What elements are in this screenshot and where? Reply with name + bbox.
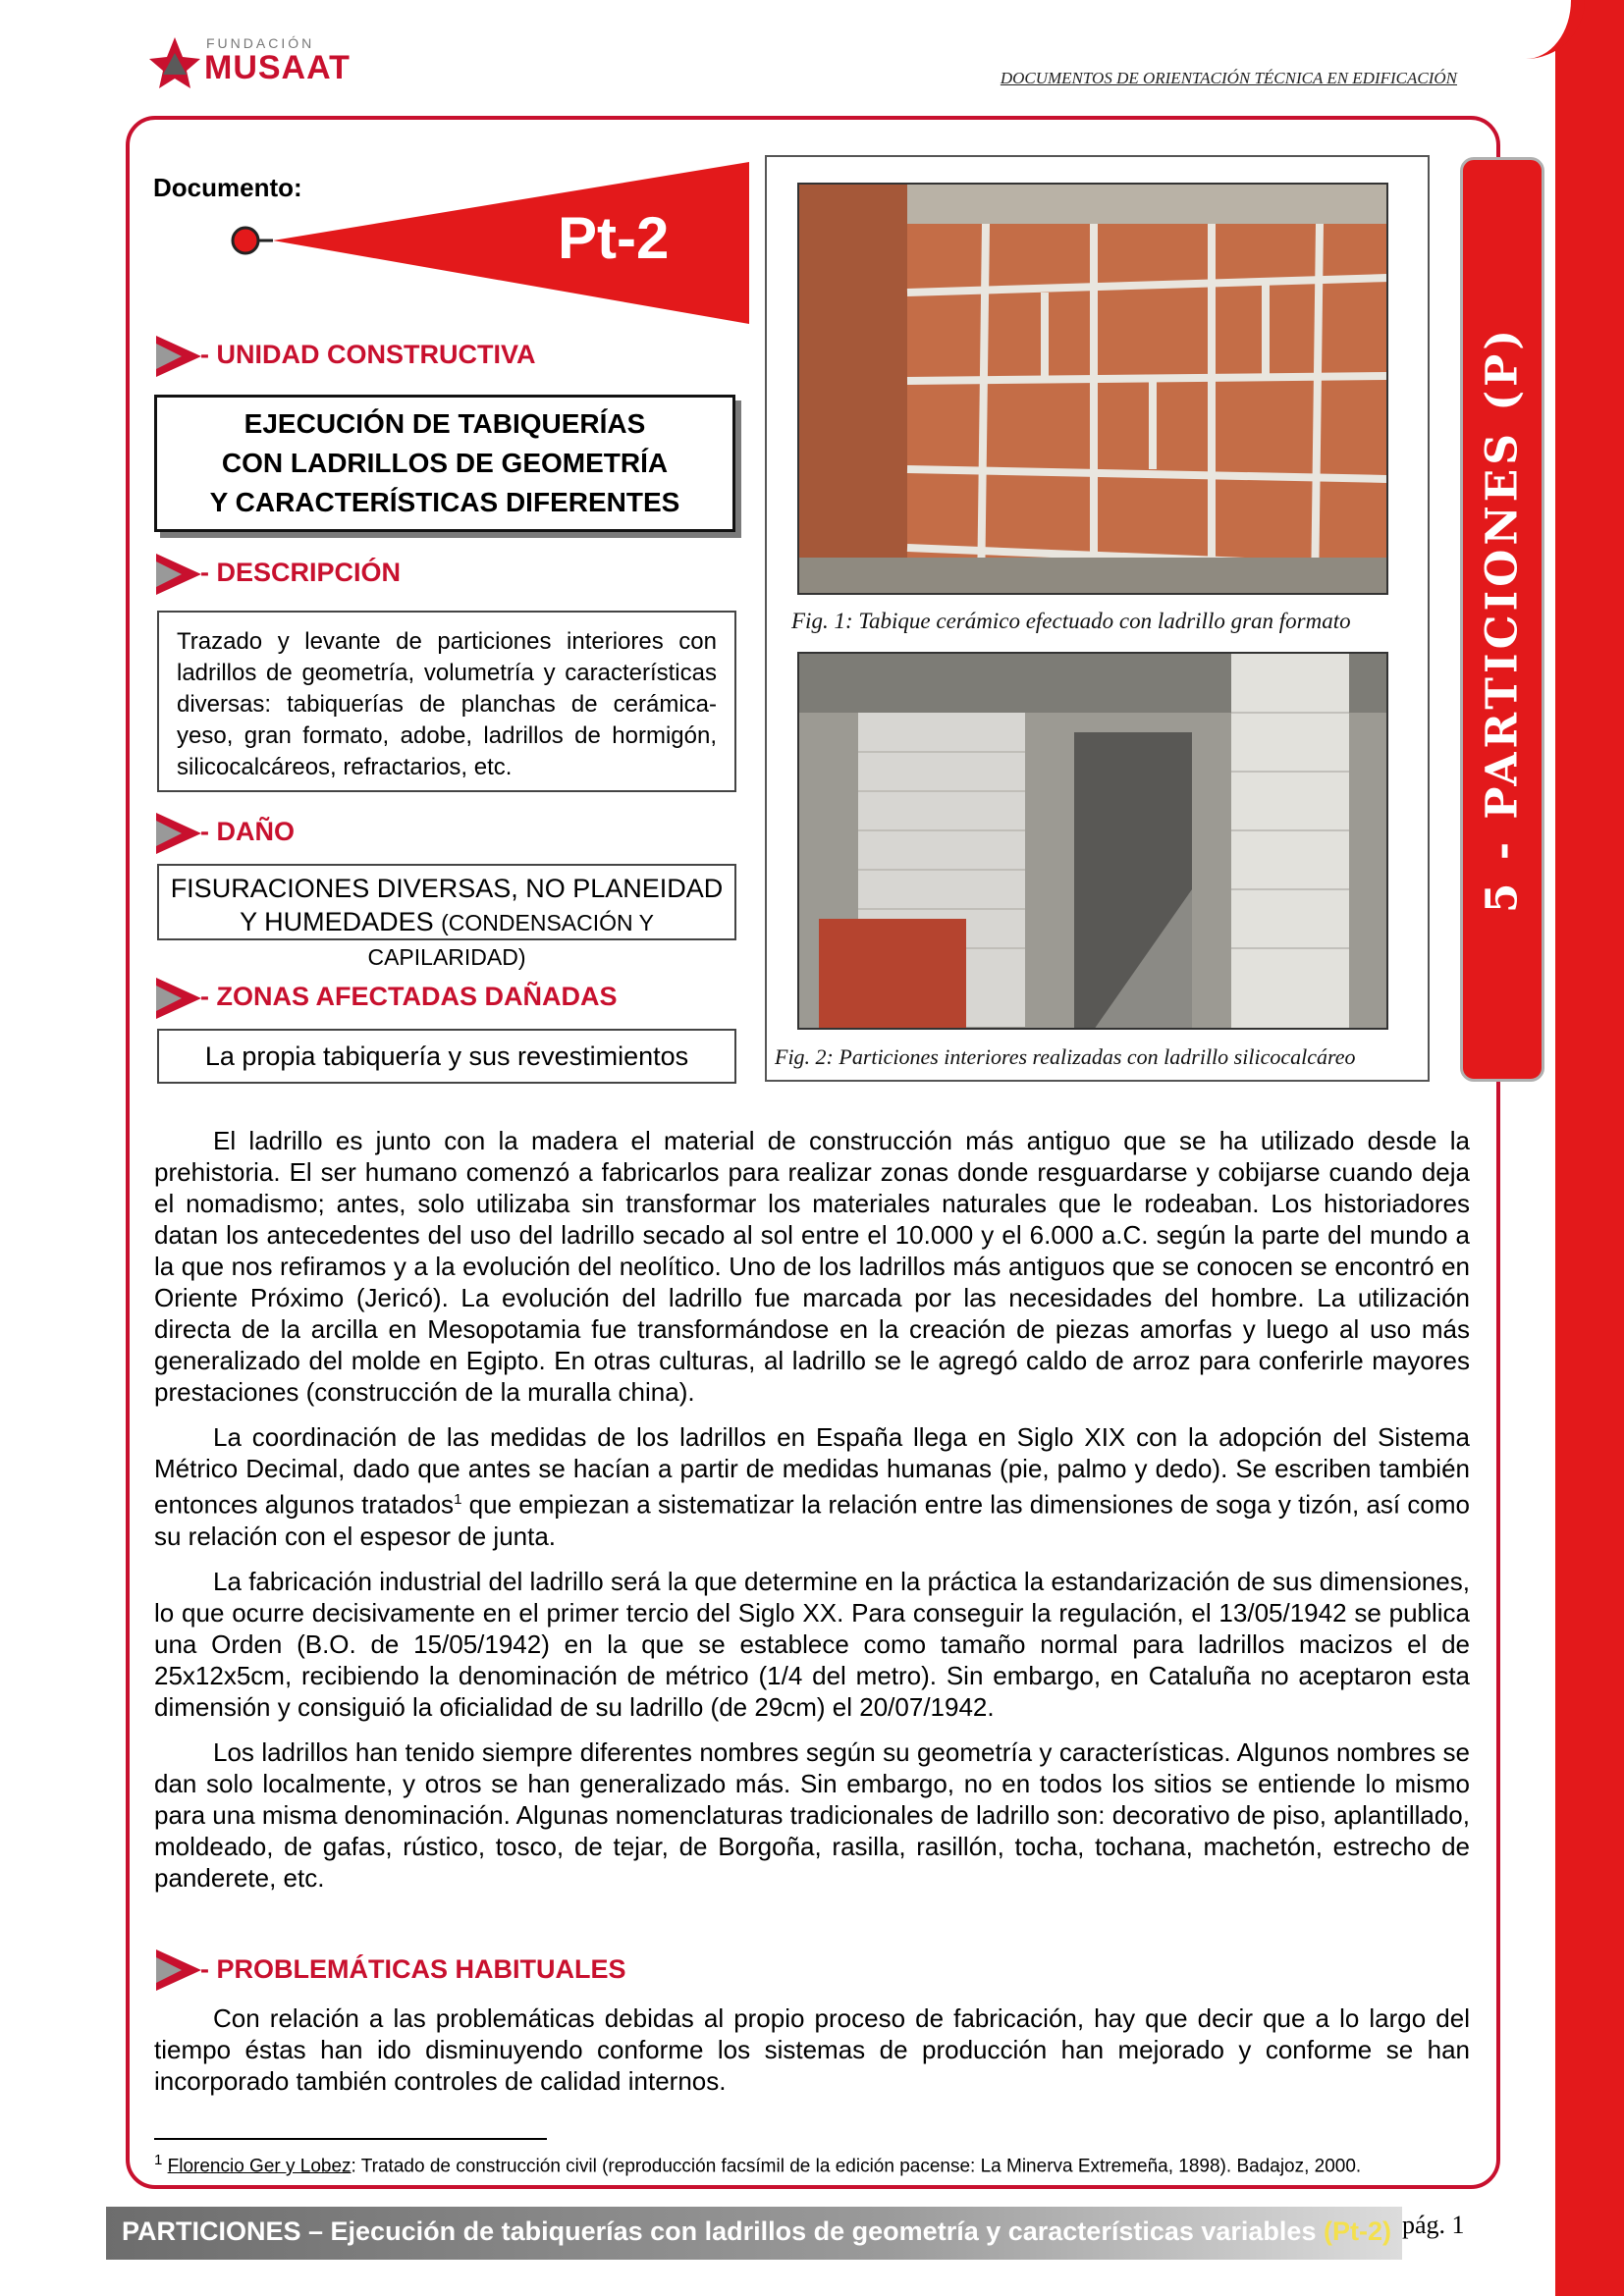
section-arrow-icon [154, 811, 203, 856]
figure-1-caption: Fig. 1: Tabique cerámico efectuado con ladrillo gran formato [791, 609, 1351, 633]
section-title-problematicas: - PROBLEMÁTICAS HABITUALES [200, 1954, 626, 1984]
chapter-side-tab-label: 5 - PARTICIONES (P) [1477, 325, 1528, 914]
zonas-box: La propia tabiquería y sus revestimientos [157, 1029, 736, 1084]
paragraph-1: El ladrillo es junto con la madera el material de construcción más antiguo que se ha utilizado desde la prehistoria. El ser humano comenzó a fabricarlos para realizar zonas donde resguardarse y cobijarse cuando deja el nomadismo; antes, solo utilizaba sin transformar los materiales naturales que le rodeaban. Los historiadores datan los antecedentes del uso del ladrillo secado al sol entre el 10.000 y el 6.000 a.C. según la parte del mundo a la que nos refiramos y a la evolución del neolítico. Uno de los ladrillos más antiguos que se conocen se encontró en Oriente Próximo (Jericó). La evolución del ladrillo fue marcada por las necesidades del hombre. La utilización directa de la arcilla en Mesopotamia fue transformándose en la creación de piezas amorfas y luego al uso más generalizado del molde en Egipto. En otras culturas, al ladrillo se le agregó caldo de arroz para conferirle mayores prestaciones (construcción de la muralla china). [154, 1126, 1470, 1407]
document-pennant-icon [224, 157, 754, 334]
unidad-box [154, 395, 735, 532]
musaat-logo [147, 29, 353, 98]
paragraph-2-a: La coordinación de las medidas de los ladrillos en España llega en Siglo XIX con la adopción del Sistema Métrico Decimal, dado que antes se hacían a partir de medidas humanas (pie, palmo y dedo). Se escriben también entonces algunos tratados [154, 1422, 1470, 1520]
document-code: Pt-2 [558, 205, 670, 271]
dano-line-2 [159, 905, 734, 974]
logo-foundation-text: FUNDACIÓN [206, 35, 315, 51]
figure-1-photo [797, 183, 1388, 595]
section-arrow-icon [154, 334, 203, 379]
paragraph-2-b: que empiezan a sistematizar la relación entre las dimensiones de soga y tizón, así como su relación con el espesor de junta. [154, 1489, 1470, 1551]
footer-code: (Pt-2) [1323, 2216, 1391, 2246]
footer-title [122, 2216, 1391, 2247]
paragraph-2 [154, 1421, 1470, 1552]
logo-star-icon [147, 35, 202, 90]
section-arrow-icon [154, 552, 203, 597]
section-title-descripcion: - DESCRIPCIÓN [200, 558, 402, 587]
footnote-number: 1 [154, 2152, 163, 2168]
footnote-ref: 1 [454, 1491, 462, 1508]
footnote [154, 2152, 1361, 2177]
figure-2-caption: Fig. 2: Particiones interiores realizadas con ladrillo silicocalcáreo [775, 1044, 1356, 1069]
body-text [154, 1125, 1470, 1907]
figure-2-photo [797, 652, 1388, 1030]
section-arrow-icon [154, 976, 203, 1021]
logo-name-text: MUSAAT [204, 49, 351, 86]
section-title-zonas: - ZONAS AFECTADAS DAÑADAS [200, 982, 618, 1011]
chapter-side-tab [1460, 157, 1544, 1082]
body-text-problematicas [154, 2002, 1470, 2110]
footnote-author: Florencio Ger y Lobez [167, 2156, 352, 2177]
footnote-rule [154, 2138, 547, 2140]
unidad-line-2: CON LADRILLOS DE GEOMETRÍA [221, 448, 669, 478]
paragraph-4: Los ladrillos han tenido siempre diferentes nombres según su geometría y características. Algunos nombres se dan solo localmente, y otros se han generalizado más. Sin embargo, no en todos los sitios se entiende lo mismo para una misma denominación. Algunas nomenclaturas tradicionales de ladrillo son: decorativo de piso, aplantillado, moldeado, de gafas, rústico, tosco, de tejar, de Borgoña, rasilla, rasillón, tocha, tochana, machetón, estrecho de panderete, etc. [154, 1736, 1470, 1893]
dano-box [157, 864, 736, 970]
dano-line-2-detail: (CONDENSACIÓN Y CAPILARIDAD) [367, 910, 654, 970]
dano-line-2-main: Y HUMEDADES [240, 907, 442, 936]
section-title-unidad: - UNIDAD CONSTRUCTIVA [200, 340, 536, 369]
brick-wall-image [799, 185, 1388, 595]
descripcion-box: Trazado y levante de particiones interiores con ladrillos de geometría, volumetría y características diversas: tabiquerías de planchas de cerámica-yeso, gran formato, adobe, ladrillos de hormigón, silicocalcáreos, refractarios, etc. [157, 611, 736, 792]
silicate-brick-partition-image [799, 654, 1388, 1030]
paragraph-5: Con relación a las problemáticas debidas al propio proceso de fabricación, hay que decir que a lo largo del tiempo éstas han ido disminuyendo conforme los sistemas de producción han mejorado y conforme se han incorporado también controles de calidad internos. [154, 2003, 1470, 2096]
unidad-line-3: Y CARACTERÍSTICAS DIFERENTES [209, 487, 680, 517]
footnote-text: : Tratado de construcción civil (reproducción facsímil de la edición pacense: La Minerva Extremeña, 1898). Badajoz, 2000. [351, 2156, 1362, 2177]
page-number: pág. 1 [1402, 2211, 1465, 2239]
dano-line-1: FISURACIONES DIVERSAS, NO PLANEIDAD [170, 874, 724, 903]
section-arrow-icon [154, 1948, 203, 1993]
document-label: Documento: [153, 173, 302, 202]
right-edge-band [1555, 0, 1624, 2296]
footer-title-text: PARTICIONES – Ejecución de tabiquerías con ladrillos de geometría y características variables [122, 2216, 1324, 2246]
unidad-line-1: EJECUCIÓN DE TABIQUERÍAS [244, 408, 646, 439]
paragraph-3: La fabricación industrial del ladrillo será la que determine en la práctica la estandarización de sus dimensiones, lo que ocurre decisivamente en el primer tercio del Siglo XX. Para conseguir la regulación, el 13/05/1942 se publica una Orden (B.O. de 15/05/1942) en la que se establece como tamaño normal para ladrillos macizos el de 25x12x5cm, recibiendo la denominación de métrico (1/4 del metro). Sin embargo, en Cataluña no aceptaron esta dimensión y consiguió la oficialidad de su ladrillo (de 29cm) el 20/07/1942. [154, 1566, 1470, 1722]
series-title: DOCUMENTOS DE ORIENTACIÓN TÉCNICA EN EDIFICACIÓN [1000, 69, 1457, 87]
section-title-dano: - DAÑO [200, 817, 295, 846]
